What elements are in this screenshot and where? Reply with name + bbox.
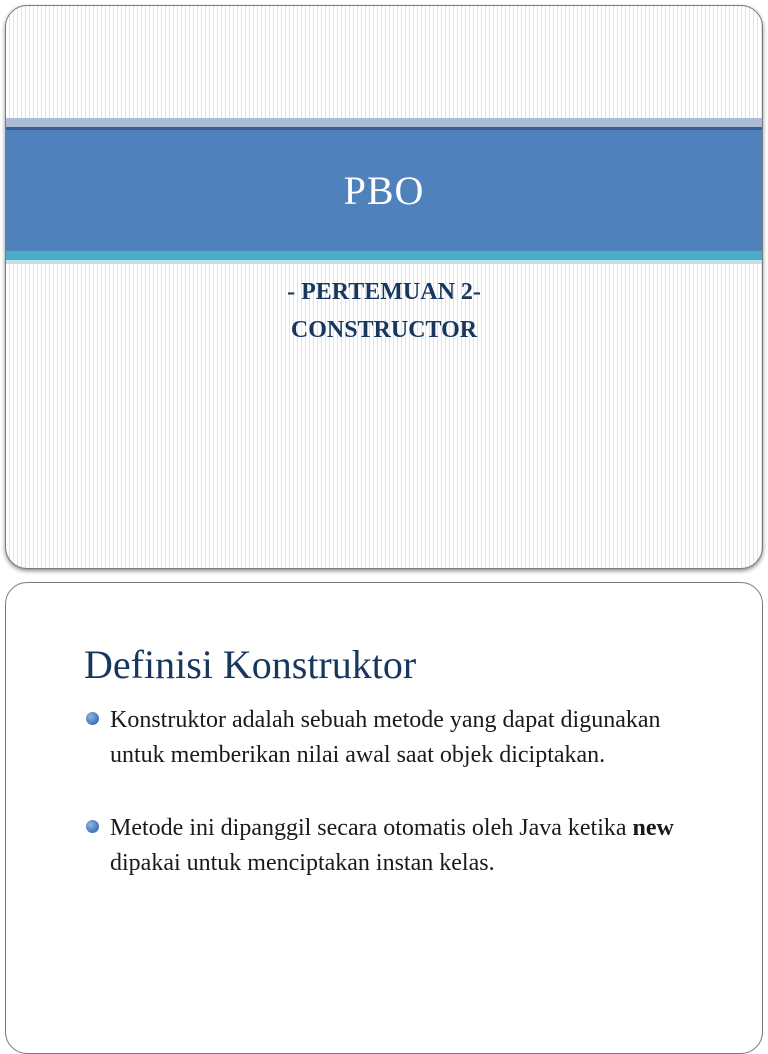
bullet-dot-icon bbox=[86, 820, 99, 833]
decorative-stripe-top bbox=[6, 118, 762, 127]
slide-title: PBO bbox=[343, 168, 425, 213]
slide-heading: Definisi Konstruktor bbox=[84, 642, 417, 687]
decorative-stripe-bottom bbox=[6, 251, 762, 260]
title-band bbox=[6, 130, 762, 251]
slide-subtitle-topic: CONSTRUCTOR bbox=[290, 317, 478, 343]
bullet-text bbox=[110, 811, 710, 881]
bullet-keyword: new bbox=[632, 815, 674, 841]
bullet-text: Konstruktor adalah sebuah metode yang dapat digunakan untuk memberikan nilai awal saat objek diciptakan. bbox=[110, 707, 661, 768]
bullet-dot-icon bbox=[86, 712, 99, 725]
bullet-text-before: Metode ini dipanggil secara otomatis oleh Java ketika bbox=[110, 815, 633, 841]
bullet-text-after: dipakai untuk menciptakan instan kelas. bbox=[110, 850, 495, 876]
decorative-stripe-bottom-light bbox=[6, 260, 762, 264]
content-slide bbox=[5, 582, 763, 1054]
slide-subtitle-session: - PERTEMUAN 2- bbox=[287, 279, 481, 305]
title-slide bbox=[5, 5, 763, 569]
